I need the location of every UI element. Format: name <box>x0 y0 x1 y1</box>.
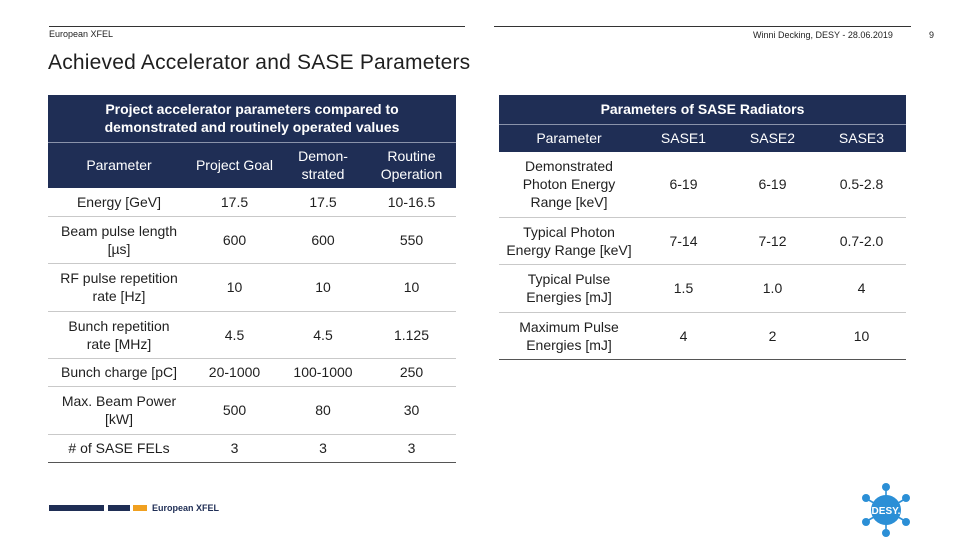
param-cell <box>499 312 639 359</box>
param-line3: Range [keV] <box>530 194 608 211</box>
sase1-cell: 6-19 <box>669 176 698 193</box>
param-line2: Energies [mJ] <box>526 289 612 305</box>
param-line1: Bunch repetition <box>68 317 170 334</box>
table2-header-sase3: SASE3 <box>838 130 885 147</box>
table1-header-demonstrated-l2: strated <box>301 166 345 183</box>
table-row <box>48 263 456 311</box>
demo-cell: 17.5 <box>309 193 337 210</box>
param-line1: Energy [GeV] <box>76 193 162 210</box>
sase3-cell: 0.7-2.0 <box>839 232 884 249</box>
param-cell <box>48 311 190 358</box>
table1-caption-line2: demonstrated and routinely operated values <box>104 119 400 136</box>
param-cell <box>499 264 639 312</box>
sase2-cell: 7-12 <box>758 232 787 249</box>
table-row <box>48 188 456 216</box>
goal-cell: 500 <box>222 402 247 418</box>
routine-cell: 10-16.5 <box>387 193 436 210</box>
param-line1: RF pulse repetition <box>60 270 178 286</box>
slide-title: Achieved Accelerator and SASE Parameters <box>48 51 471 74</box>
routine-cell: 1.125 <box>393 326 430 343</box>
header-right-text: Winni Decking, DESY - 28.06.2019 <box>753 30 893 40</box>
routine-cell: 30 <box>403 402 420 418</box>
param-line1: Maximum Pulse <box>519 318 619 335</box>
table-row <box>48 216 456 263</box>
xfel-logo-bar-1 <box>49 505 104 511</box>
table2-caption: Parameters of SASE Radiators <box>600 101 805 118</box>
routine-cell: 10 <box>403 279 420 295</box>
sase1-cell: 4 <box>679 327 688 344</box>
demo-cell: 600 <box>311 231 335 248</box>
table1-caption-line1: Project accelerator parameters compared to <box>105 101 399 118</box>
xfel-logo-bar-2 <box>108 505 130 511</box>
table-row <box>499 152 906 217</box>
table-row <box>499 217 906 264</box>
param-line1: Bunch charge [pC] <box>61 364 177 380</box>
sase3-cell: 0.5-2.8 <box>839 176 884 193</box>
goal-cell: 600 <box>222 231 247 248</box>
demo-cell: 3 <box>319 440 327 456</box>
sase-radiators-table <box>499 95 906 360</box>
goal-cell: 4.5 <box>224 326 245 343</box>
param-cell <box>48 434 190 462</box>
goal-cell: 17.5 <box>220 193 249 210</box>
table1-header-demonstrated <box>279 142 367 188</box>
param-cell <box>48 358 190 386</box>
table1-header-routine-l1: Routine <box>387 148 436 165</box>
table-row <box>48 386 456 434</box>
goal-cell: 3 <box>230 440 239 456</box>
page-number: 9 <box>929 30 935 40</box>
demo-cell: 10 <box>315 279 331 295</box>
table1-header-project-goal: Project Goal <box>195 157 274 174</box>
table2-header-parameter: Parameter <box>536 130 602 147</box>
header-rule-right <box>494 26 911 27</box>
param-line2: [kW] <box>105 411 133 427</box>
table1-caption <box>48 95 456 142</box>
header-left-text: European XFEL <box>49 29 114 39</box>
sase1-cell: 1.5 <box>673 280 694 296</box>
table1-header-routine-operation <box>367 142 456 188</box>
param-line1: Typical Photon <box>523 223 615 240</box>
param-line2: Photon Energy <box>522 176 616 193</box>
demo-cell: 4.5 <box>313 326 333 343</box>
table1-header-routine-l2: Operation <box>380 166 443 183</box>
routine-cell: 550 <box>399 231 424 248</box>
sase3-cell: 4 <box>857 280 866 296</box>
desy-logo-icon <box>861 482 911 538</box>
param-cell <box>499 217 639 264</box>
table1-header-parameter: Parameter <box>86 157 152 174</box>
sase1-cell: 7-14 <box>669 232 698 249</box>
sase2-cell: 2 <box>768 327 777 344</box>
param-cell <box>48 188 190 216</box>
desy-logo-text: DESY. <box>871 506 901 517</box>
param-cell <box>48 263 190 311</box>
param-line1: Demonstrated <box>525 158 613 175</box>
param-line1: Beam pulse length <box>61 222 177 239</box>
routine-cell: 250 <box>399 364 424 380</box>
xfel-logo-text: European XFEL <box>152 503 220 513</box>
param-line1: # of SASE FELs <box>68 440 170 456</box>
xfel-logo-bar-3 <box>133 505 147 511</box>
sase2-cell: 6-19 <box>758 176 787 193</box>
param-line1: Max. Beam Power <box>61 393 177 409</box>
accelerator-parameters-table <box>48 95 456 463</box>
param-line2: Energies [mJ] <box>526 336 612 353</box>
routine-cell: 3 <box>407 440 416 456</box>
table2-header-sase1: SASE1 <box>660 130 707 147</box>
table-row <box>499 264 906 312</box>
param-line2: Energy Range [keV] <box>506 241 632 258</box>
param-cell <box>48 216 190 263</box>
table-row <box>499 312 906 359</box>
table-row <box>48 358 456 386</box>
param-line2: rate [Hz] <box>92 288 146 304</box>
param-line1: Typical Pulse <box>527 271 611 287</box>
goal-cell: 10 <box>226 279 243 295</box>
header-rule-left <box>49 26 465 27</box>
table1-header-demonstrated-l1: Demon- <box>298 148 348 165</box>
param-line2: [µs] <box>107 240 131 257</box>
goal-cell: 20-1000 <box>208 364 261 380</box>
sase3-cell: 10 <box>853 327 870 344</box>
table2-header-sase2: SASE2 <box>749 130 796 147</box>
table-row <box>48 434 456 462</box>
param-line2: rate [MHz] <box>86 335 152 352</box>
param-cell <box>48 386 190 434</box>
param-cell <box>499 152 639 217</box>
sase2-cell: 1.0 <box>762 280 783 296</box>
demo-cell: 100-1000 <box>293 364 353 380</box>
table-row <box>48 311 456 358</box>
demo-cell: 80 <box>315 402 331 418</box>
